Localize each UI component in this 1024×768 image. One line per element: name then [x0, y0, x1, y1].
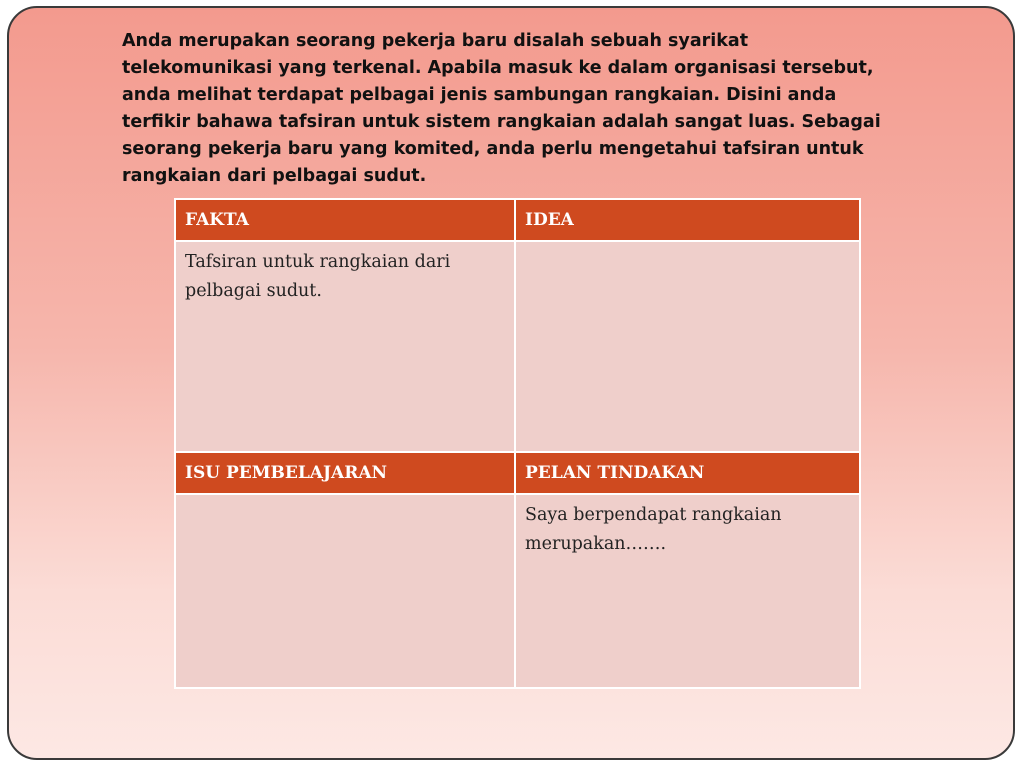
idea-cell: [515, 241, 860, 452]
table-header-row: [175, 199, 860, 241]
table-row: [175, 494, 860, 688]
fakta-header: FAKTA: [175, 199, 515, 241]
pelan-tindakan-header: PELAN TINDAKAN: [515, 452, 860, 494]
pelan-tindakan-cell: Saya berpendapat rangkaian merupakan…….: [515, 494, 860, 688]
kwl-table: [174, 198, 861, 689]
isu-pembelajaran-header: ISU PEMBELAJARAN: [175, 452, 515, 494]
fakta-cell: Tafsiran untuk rangkaian dari pelbagai sudut.: [175, 241, 515, 452]
slide-frame: [7, 6, 1015, 760]
table-row: [175, 241, 860, 452]
idea-header: IDEA: [515, 199, 860, 241]
scenario-text: Anda merupakan seorang pekerja baru disalah sebuah syarikat telekomunikasi yang terkenal. Apabila masuk ke dalam organisasi tersebut, anda melihat terdapat pelbagai jenis sambungan rangkaian. Disini anda terfikir bahawa tafsiran untuk sistem rangkaian adalah sangat luas. Sebagai seorang pekerja baru yang komited, anda perlu mengetahui tafsiran untuk rangkaian dari pelbagai sudut.: [122, 31, 881, 186]
table-header-row: [175, 452, 860, 494]
isu-pembelajaran-cell: [175, 494, 515, 688]
